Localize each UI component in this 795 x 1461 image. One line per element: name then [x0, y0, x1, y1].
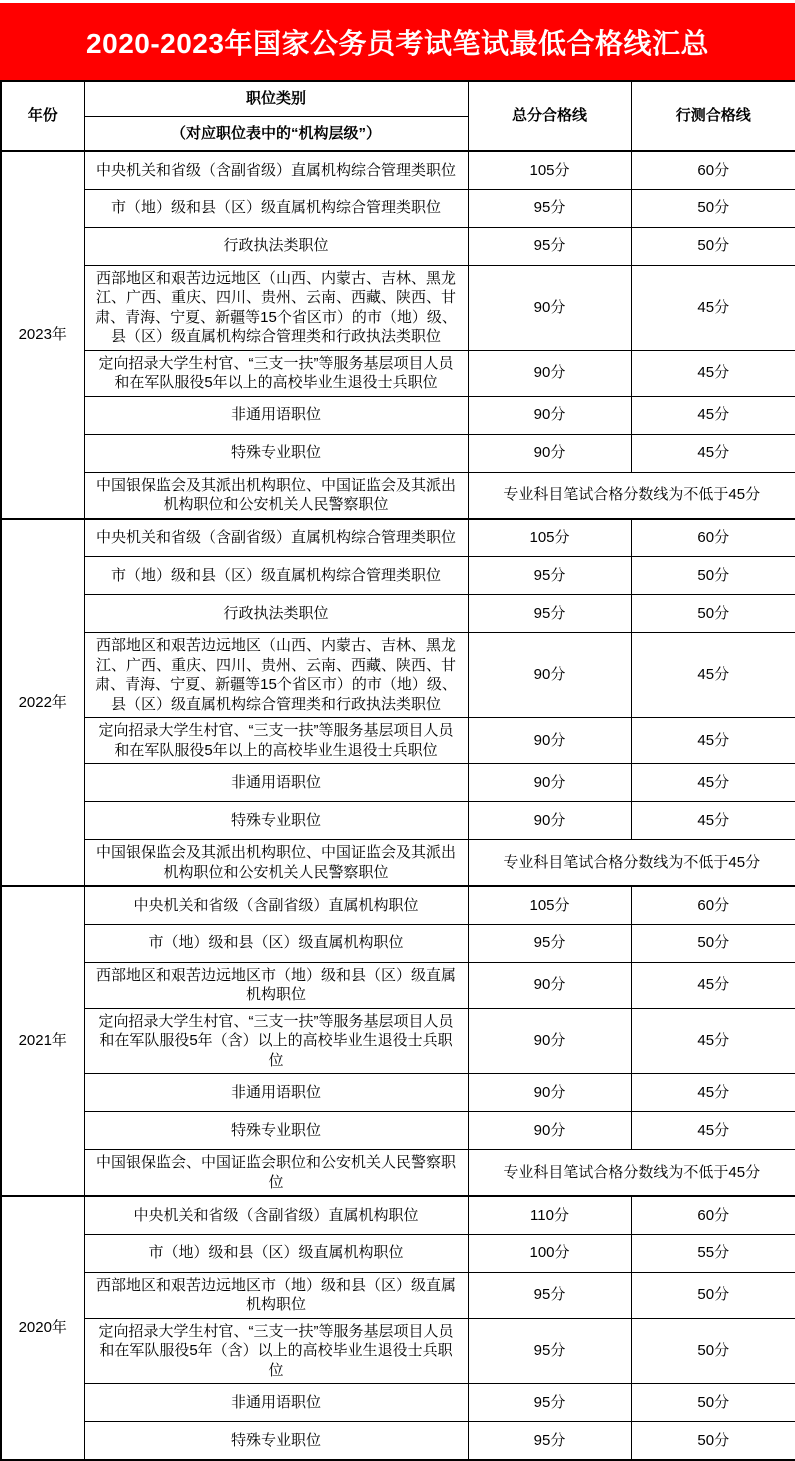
table-row	[1, 1196, 795, 1234]
total-score-cell: 90分	[468, 396, 631, 434]
category-cell: 西部地区和艰苦边远地区市（地）级和县（区）级直属机构职位	[84, 962, 468, 1008]
xingce-score-cell: 45分	[631, 633, 795, 718]
table-row	[1, 396, 795, 434]
table-row	[1, 1074, 795, 1112]
category-cell: 定向招录大学生村官、“三支一扶”等服务基层项目人员和在军队服役5年以上的高校毕业生退役士兵职位	[84, 718, 468, 764]
category-cell: 特殊专业职位	[84, 802, 468, 840]
category-cell: 市（地）级和县（区）级直属机构综合管理类职位	[84, 557, 468, 595]
total-score-cell: 90分	[468, 1074, 631, 1112]
xingce-score-cell: 50分	[631, 227, 795, 265]
table-row	[1, 557, 795, 595]
header-total-score: 总分合格线	[468, 81, 631, 151]
total-score-cell: 90分	[468, 962, 631, 1008]
total-score-cell: 95分	[468, 189, 631, 227]
table-row	[1, 519, 795, 557]
table-row	[1, 1318, 795, 1384]
header-row-top	[1, 81, 795, 116]
xingce-score-cell: 45分	[631, 1112, 795, 1150]
category-cell: 中央机关和省级（含副省级）直属机构职位	[84, 886, 468, 924]
total-score-cell: 100分	[468, 1234, 631, 1272]
merged-note-cell: 专业科目笔试合格分数线为不低于45分	[468, 840, 795, 887]
header-category: 职位类别	[84, 81, 468, 116]
table-body	[1, 151, 795, 1460]
total-score-cell: 90分	[468, 764, 631, 802]
xingce-score-cell: 45分	[631, 802, 795, 840]
total-score-cell: 90分	[468, 802, 631, 840]
table-row	[1, 1234, 795, 1272]
table-row	[1, 1272, 795, 1318]
xingce-score-cell: 55分	[631, 1234, 795, 1272]
category-cell: 中央机关和省级（含副省级）直属机构综合管理类职位	[84, 151, 468, 189]
table-row	[1, 189, 795, 227]
xingce-score-cell: 60分	[631, 886, 795, 924]
page-title: 2020-2023年国家公务员考试笔试最低合格线汇总	[86, 27, 709, 59]
category-cell: 中央机关和省级（含副省级）直属机构职位	[84, 1196, 468, 1234]
xingce-score-cell: 50分	[631, 1318, 795, 1384]
xingce-score-cell: 60分	[631, 519, 795, 557]
total-score-cell: 90分	[468, 633, 631, 718]
xingce-score-cell: 50分	[631, 924, 795, 962]
table-row	[1, 962, 795, 1008]
year-cell: 2021年	[1, 886, 84, 1196]
xingce-score-cell: 45分	[631, 764, 795, 802]
total-score-cell: 95分	[468, 1272, 631, 1318]
table-row	[1, 1384, 795, 1422]
table-row	[1, 151, 795, 189]
total-score-cell: 105分	[468, 519, 631, 557]
xingce-score-cell: 45分	[631, 265, 795, 350]
table-row	[1, 350, 795, 396]
xingce-score-cell: 50分	[631, 1422, 795, 1460]
total-score-cell: 95分	[468, 557, 631, 595]
category-cell: 特殊专业职位	[84, 434, 468, 472]
category-cell: 行政执法类职位	[84, 595, 468, 633]
xingce-score-cell: 50分	[631, 557, 795, 595]
xingce-score-cell: 50分	[631, 1384, 795, 1422]
table-row	[1, 1422, 795, 1460]
table-row	[1, 227, 795, 265]
xingce-score-cell: 45分	[631, 396, 795, 434]
category-cell: 定向招录大学生村官、“三支一扶”等服务基层项目人员和在军队服役5年（含）以上的高校毕业生退役士兵职位	[84, 1008, 468, 1074]
header-year: 年份	[1, 81, 84, 151]
category-cell: 非通用语职位	[84, 396, 468, 434]
category-cell: 非通用语职位	[84, 1074, 468, 1112]
table-row	[1, 1112, 795, 1150]
category-cell: 中央机关和省级（含副省级）直属机构综合管理类职位	[84, 519, 468, 557]
category-cell: 特殊专业职位	[84, 1112, 468, 1150]
category-cell: 西部地区和艰苦边远地区市（地）级和县（区）级直属机构职位	[84, 1272, 468, 1318]
total-score-cell: 95分	[468, 924, 631, 962]
total-score-cell: 95分	[468, 595, 631, 633]
total-score-cell: 95分	[468, 227, 631, 265]
category-cell: 中国银保监会及其派出机构职位、中国证监会及其派出机构职位和公安机关人民警察职位	[84, 472, 468, 519]
total-score-cell: 95分	[468, 1384, 631, 1422]
xingce-score-cell: 45分	[631, 434, 795, 472]
total-score-cell: 90分	[468, 718, 631, 764]
category-cell: 特殊专业职位	[84, 1422, 468, 1460]
total-score-cell: 95分	[468, 1318, 631, 1384]
year-cell: 2022年	[1, 519, 84, 887]
table-row	[1, 840, 795, 887]
table-row	[1, 718, 795, 764]
category-cell: 行政执法类职位	[84, 227, 468, 265]
category-cell: 中国银保监会、中国证监会职位和公安机关人民警察职位	[84, 1150, 468, 1197]
table-row	[1, 802, 795, 840]
title-banner	[0, 3, 795, 80]
table-row	[1, 886, 795, 924]
merged-note-cell: 专业科目笔试合格分数线为不低于45分	[468, 472, 795, 519]
xingce-score-cell: 45分	[631, 1074, 795, 1112]
xingce-score-cell: 60分	[631, 151, 795, 189]
table-header	[1, 81, 795, 151]
table-row	[1, 434, 795, 472]
table-row	[1, 1008, 795, 1074]
total-score-cell: 110分	[468, 1196, 631, 1234]
category-cell: 定向招录大学生村官、“三支一扶”等服务基层项目人员和在军队服役5年（含）以上的高校毕业生退役士兵职位	[84, 1318, 468, 1384]
year-cell: 2023年	[1, 151, 84, 519]
year-cell: 2020年	[1, 1196, 84, 1460]
xingce-score-cell: 45分	[631, 718, 795, 764]
table-row	[1, 1150, 795, 1197]
score-table	[0, 80, 795, 1461]
total-score-cell: 90分	[468, 350, 631, 396]
total-score-cell: 105分	[468, 886, 631, 924]
category-cell: 非通用语职位	[84, 764, 468, 802]
category-cell: 中国银保监会及其派出机构职位、中国证监会及其派出机构职位和公安机关人民警察职位	[84, 840, 468, 887]
xingce-score-cell: 50分	[631, 595, 795, 633]
category-cell: 定向招录大学生村官、“三支一扶”等服务基层项目人员和在军队服役5年以上的高校毕业生退役士兵职位	[84, 350, 468, 396]
merged-note-cell: 专业科目笔试合格分数线为不低于45分	[468, 1150, 795, 1197]
xingce-score-cell: 45分	[631, 962, 795, 1008]
total-score-cell: 90分	[468, 1112, 631, 1150]
category-cell: 非通用语职位	[84, 1384, 468, 1422]
xingce-score-cell: 60分	[631, 1196, 795, 1234]
total-score-cell: 90分	[468, 434, 631, 472]
table-row	[1, 924, 795, 962]
table-row	[1, 595, 795, 633]
xingce-score-cell: 50分	[631, 189, 795, 227]
header-category-sub: （对应职位表中的“机构层级”）	[84, 116, 468, 151]
xingce-score-cell: 45分	[631, 350, 795, 396]
total-score-cell: 90分	[468, 1008, 631, 1074]
category-cell: 西部地区和艰苦边远地区（山西、内蒙古、吉林、黑龙江、广西、重庆、四川、贵州、云南、西藏、陕西、甘肃、青海、宁夏、新疆等15个省区市）的市（地）级、县（区）级直属机构综合管理类和行政执法类职位	[84, 265, 468, 350]
total-score-cell: 105分	[468, 151, 631, 189]
table-row	[1, 472, 795, 519]
header-xingce-score: 行测合格线	[631, 81, 795, 151]
total-score-cell: 95分	[468, 1422, 631, 1460]
total-score-cell: 90分	[468, 265, 631, 350]
category-cell: 西部地区和艰苦边远地区（山西、内蒙古、吉林、黑龙江、广西、重庆、四川、贵州、云南、西藏、陕西、甘肃、青海、宁夏、新疆等15个省区市）的市（地）级、县（区）级直属机构综合管理类和行政执法类职位	[84, 633, 468, 718]
category-cell: 市（地）级和县（区）级直属机构综合管理类职位	[84, 189, 468, 227]
table-row	[1, 265, 795, 350]
table-row	[1, 764, 795, 802]
category-cell: 市（地）级和县（区）级直属机构职位	[84, 924, 468, 962]
category-cell: 市（地）级和县（区）级直属机构职位	[84, 1234, 468, 1272]
xingce-score-cell: 45分	[631, 1008, 795, 1074]
table-row	[1, 633, 795, 718]
xingce-score-cell: 50分	[631, 1272, 795, 1318]
